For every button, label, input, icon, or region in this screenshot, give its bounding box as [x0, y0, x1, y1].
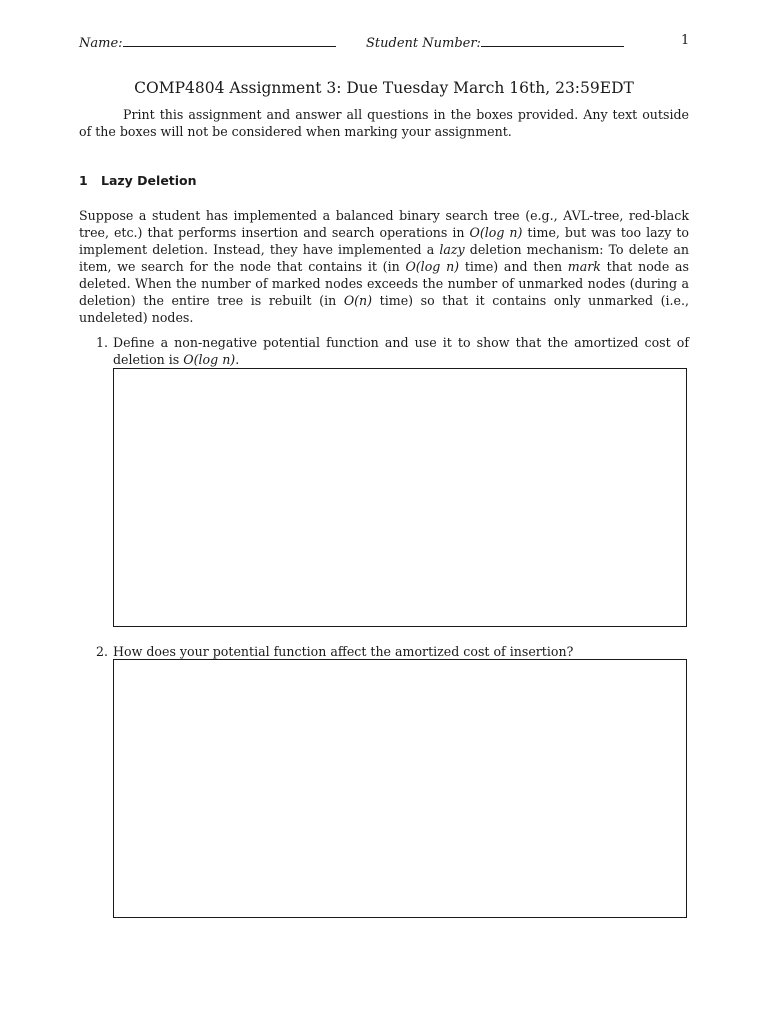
math-o-log-n: O(log n) [469, 225, 523, 240]
name-field [79, 33, 336, 51]
name-label: Name: [79, 36, 123, 51]
page-number: 1 [681, 33, 690, 48]
section-title: Lazy Deletion [101, 173, 197, 188]
question-text-part: Define a non-negative potential function and use it to show that the amortized cost of deletion is [113, 335, 689, 367]
question-text: How does your potential function affect the amortized cost of insertion? [113, 644, 574, 659]
answer-box-2[interactable] [113, 659, 687, 918]
intro-paragraph: Print this assignment and answer all questions in the boxes provided. Any text outside of the boxes will not be considered when marking your assignment. [79, 107, 689, 139]
question-text [113, 334, 689, 368]
question-number: 2. [96, 644, 109, 659]
assignment-title: COMP4804 Assignment 3: Due Tuesday March 16th, 23:59EDT [134, 79, 634, 97]
section-number: 1 [79, 173, 88, 188]
body-text: time, but was too lazy to implement deletion. Instead, they have implemented a [79, 225, 690, 257]
student-number-label: Student Number: [366, 36, 481, 51]
emphasis-lazy: lazy [439, 242, 465, 257]
answer-box-1[interactable] [113, 368, 687, 627]
student-number-blank-line[interactable] [481, 33, 624, 47]
question-1 [96, 334, 689, 368]
student-number-field [366, 33, 624, 51]
question-2 [96, 643, 689, 660]
math-o-log-n: O(log n) [183, 352, 236, 367]
problem-description [79, 207, 689, 326]
body-text: time) so that it contains only unmarked (i.e., undeleted) nodes. [79, 293, 689, 325]
body-text: deletion mechanism: To delete an item, we search for the node that contains it (in [79, 242, 690, 274]
name-blank-line[interactable] [123, 33, 336, 47]
emphasis-mark: mark [567, 259, 601, 274]
math-o-log-n: O(log n) [405, 259, 460, 274]
body-text: Suppose a student has implemented a balanced binary search tree (e.g., AVL-tree, red-black tree, etc.) that performs insertion and search operations in [79, 208, 689, 240]
section-heading [79, 173, 197, 188]
question-number: 1. [96, 335, 109, 350]
body-text: time) and then [459, 259, 568, 274]
question-text-part: . [235, 352, 240, 367]
math-o-n: O(n) [343, 293, 373, 308]
body-text: that node as deleted. When the number of marked nodes exceeds the number of unmarked nodes (during a deletion) the entire tree is rebuilt (in [79, 259, 689, 308]
